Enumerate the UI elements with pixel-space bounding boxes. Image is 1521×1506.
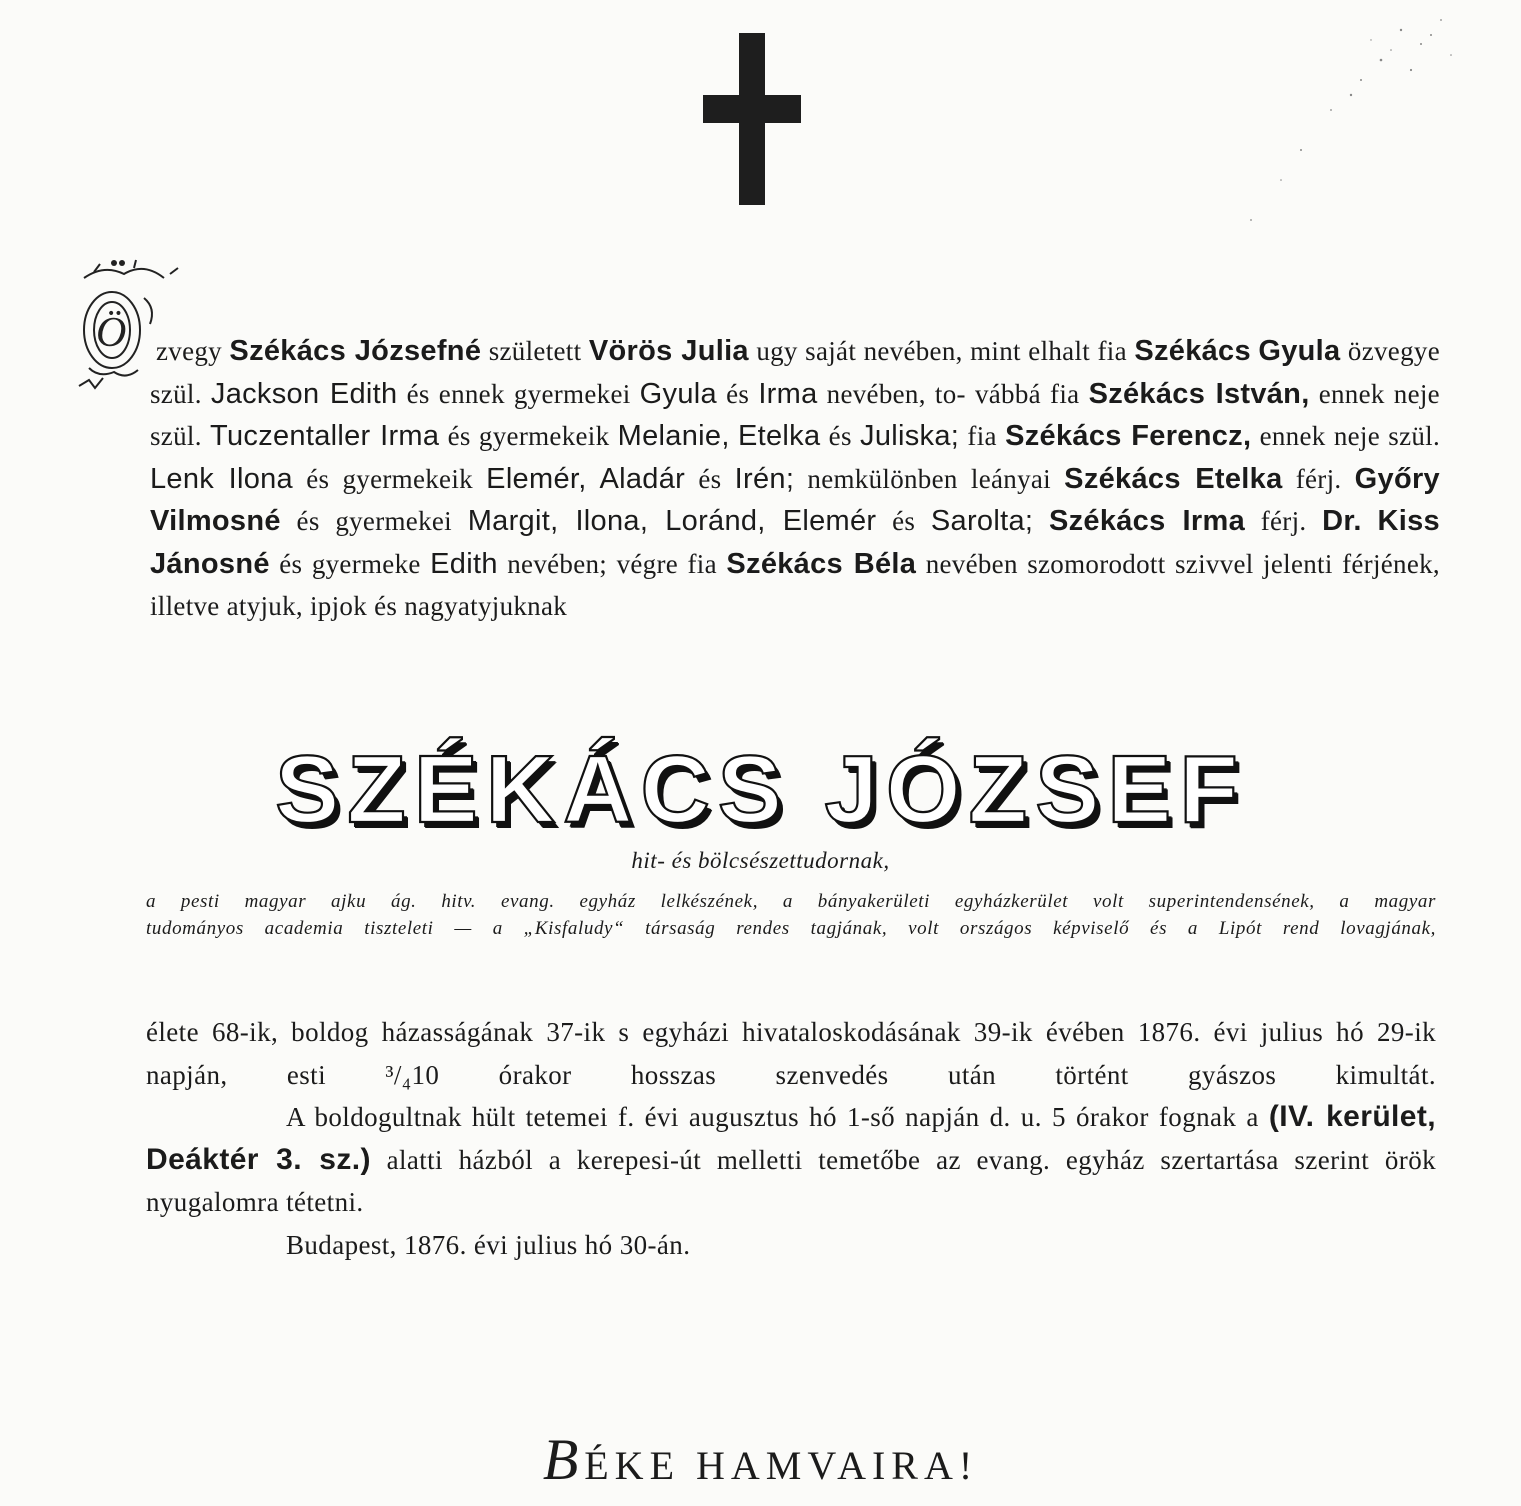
honorifics-line-1: a pesti magyar ajku ág. hitv. evang. egyház lelkészének, a bányakerületi egyházkerület volt superintendensének, a magyar — [146, 891, 1436, 912]
funeral-details: A boldogultnak hült tetemei f. évi augusztus hó 1-ső napján d. u. 5 órakor fognak a (IV. kerület, Deáktér 3. sz.) alatti házból a kerepesi-út melletti temetőbe az evang. egyház szertartása szerint örök nyugalomra tétetni. — [146, 1100, 1437, 1217]
svg-text:Ö: Ö — [96, 310, 127, 356]
cross-icon — [703, 33, 801, 205]
honorifics-line-2: tudományos academia tiszteleti — a „Kisfaludy“ társaság rendes tagjának, volt országos képviselő és a Lipót rend lovagjának, — [146, 918, 1436, 939]
degree-line: hit- és bölcsészettudornak, — [631, 848, 890, 873]
deceased-name-title: SZÉKÁCS JÓZSEF — [275, 736, 1246, 843]
honorifics — [146, 888, 1436, 942]
closing-phrase: BÉKE HAMVAIRA! — [542, 1427, 979, 1492]
notice-body — [146, 1011, 1436, 1266]
paper-speckles — [1101, 0, 1521, 300]
announcement-paragraph: zvegy Székács Józsefné született Vörös Julia ugy saját nevében, mint elhalt fia Székács Gyula özvegye szül. Jackson Edith és ennek gyermekei Gyula és Irma nevében, to- vábbá fia Székács István, ennek neje szül. Tuczentaller Irma és gyermekeik Melanie, Etelka és Juliska; fia Székács Ferencz, ennek neje szül. Lenk Ilona és gyermekeik Elemér, Aladár és Irén; nemkülönben leányai Székács Etelka férj. Győry Vilmosné és gyermekei Margit, Ilona, Loránd, Elemér és Sarolta; Székács Irma férj. Dr. Kiss Jánosné és gyermeke Edith nevében; végre fia Székács Béla nevében szomorodott szivvel jelenti férjének, illetve atyjuk, ipjok és nagyatyjuknak — [150, 335, 1441, 621]
funeral-address: (IV. kerület, Deáktér 3. sz.) — [146, 1100, 1437, 1176]
place-date: Budapest, 1876. évi julius hó 30-án. — [286, 1229, 691, 1260]
death-details: élete 68-ik, boldog házasságának 37-ik s egyházi hivataloskodásának 39-ik évében 1876. évi julius hó 29-ik napján, esti ³/₄10 órakor hosszas szenvedés után történt gyászos kimultát. — [146, 1017, 1436, 1090]
